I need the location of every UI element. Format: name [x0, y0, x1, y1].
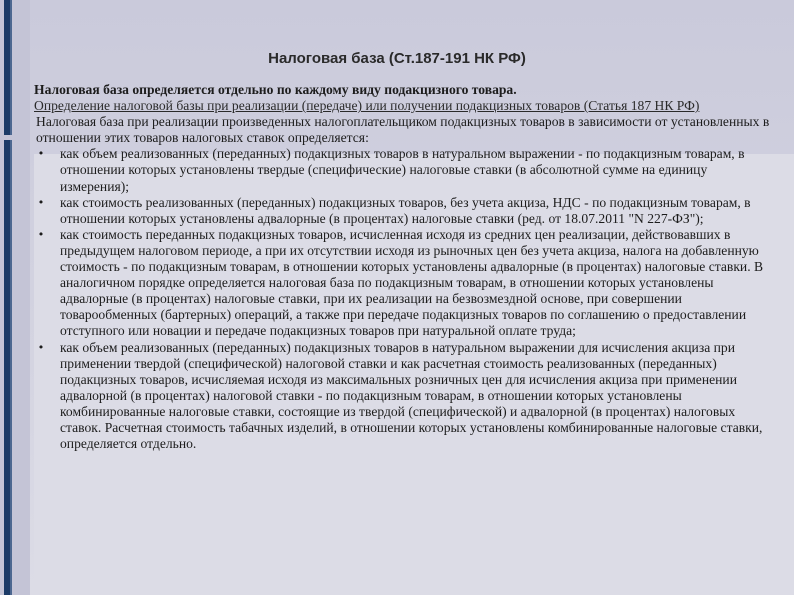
- bullet-text: как стоимость переданных подакцизных товаров, исчисленная исходя из средних цен реализации, действовавших в предыдущем налоговом периоде, а при их отсутствии исходя из рыночных цен без учета акциза, налога на добавленную стоимость - по подакцизным товарам, в отношении которых установлены адвалорные (в процентах) налоговые ставки. В аналогичном порядке определяется налоговая база по подакцизным товарам, в отношении которых установлены адвалорные (в процентах) налоговые ставки, при их реализации на безвозмездной основе, при совершении товарообменных (бартерных) операций, а также при передаче подакцизных товаров по соглашению о предоставлении отступного или новации и передаче подакцизных товаров при натуральной оплате труда;: [60, 226, 764, 339]
- bullet-item: [34, 146, 774, 194]
- bullet-item: [34, 227, 774, 340]
- lead-statement: Налоговая база определяется отдельно по каждому виду подакцизного товара.: [34, 82, 517, 97]
- bullet-icon: •: [37, 340, 45, 354]
- bullet-text: как объем реализованных (переданных) подакцизных товаров в натуральном выражении для исчисления акциза при применении твердой (специфической) налоговой ставки и как расчетная стоимость реализованных (переданных) подакцизных товаров, исчисляемая исходя из максимальных розничных цен для исчисления акциза при применении адвалорной (в процентах) налоговой ставки - по подакцизным товарам, в отношении которых установлены комбинированные налоговые ставки, состоящие из твердой (специфической) и адвалорной (в процентах) налоговых ставок. Расчетная стоимость табачных изделий, в отношении которых установлены комбинированные налоговые ставки, определяется отдельно.: [60, 339, 763, 452]
- bullet-text: как стоимость реализованных (переданных) подакцизных товаров, без учета акциза, НДС - по подакцизным товарам, в отношении которых установлены адвалорные (в процентах) налоговые ставки (ред. от 18.07.2011 "N 227-ФЗ");: [60, 194, 751, 226]
- bullet-list: [34, 146, 774, 452]
- intro-paragraph: Налоговая база при реализации произведенных налогоплательщиком подакцизных товаров в зависимости от установленных в отношении этих товаров налоговых ставок определяется:: [36, 114, 770, 146]
- rail-bar-bottom: [4, 140, 12, 595]
- article-subheading: [34, 98, 774, 114]
- slide-title: Налоговая база (Ст.187-191 НК РФ): [268, 50, 526, 67]
- bullet-icon: •: [37, 195, 45, 209]
- rail-bar-top: [4, 0, 12, 135]
- bullet-item: [34, 195, 774, 227]
- slide-body: [34, 82, 774, 452]
- bullet-text: как объем реализованных (переданных) подакцизных товаров в натуральном выражении - по подакцизным товарам, в отношении которых установлены твердые (специфические) налоговые ставки (в абсолютной сумме на единицу измерения);: [60, 146, 745, 194]
- bullet-icon: •: [37, 147, 45, 161]
- bullet-icon: •: [37, 227, 45, 241]
- bullet-item: [34, 340, 774, 453]
- left-decorative-rail: [0, 0, 30, 595]
- article-link[interactable]: Определение налоговой базы при реализации (передаче) или получении подакцизных товаров (Статья 187 НК РФ): [34, 98, 700, 114]
